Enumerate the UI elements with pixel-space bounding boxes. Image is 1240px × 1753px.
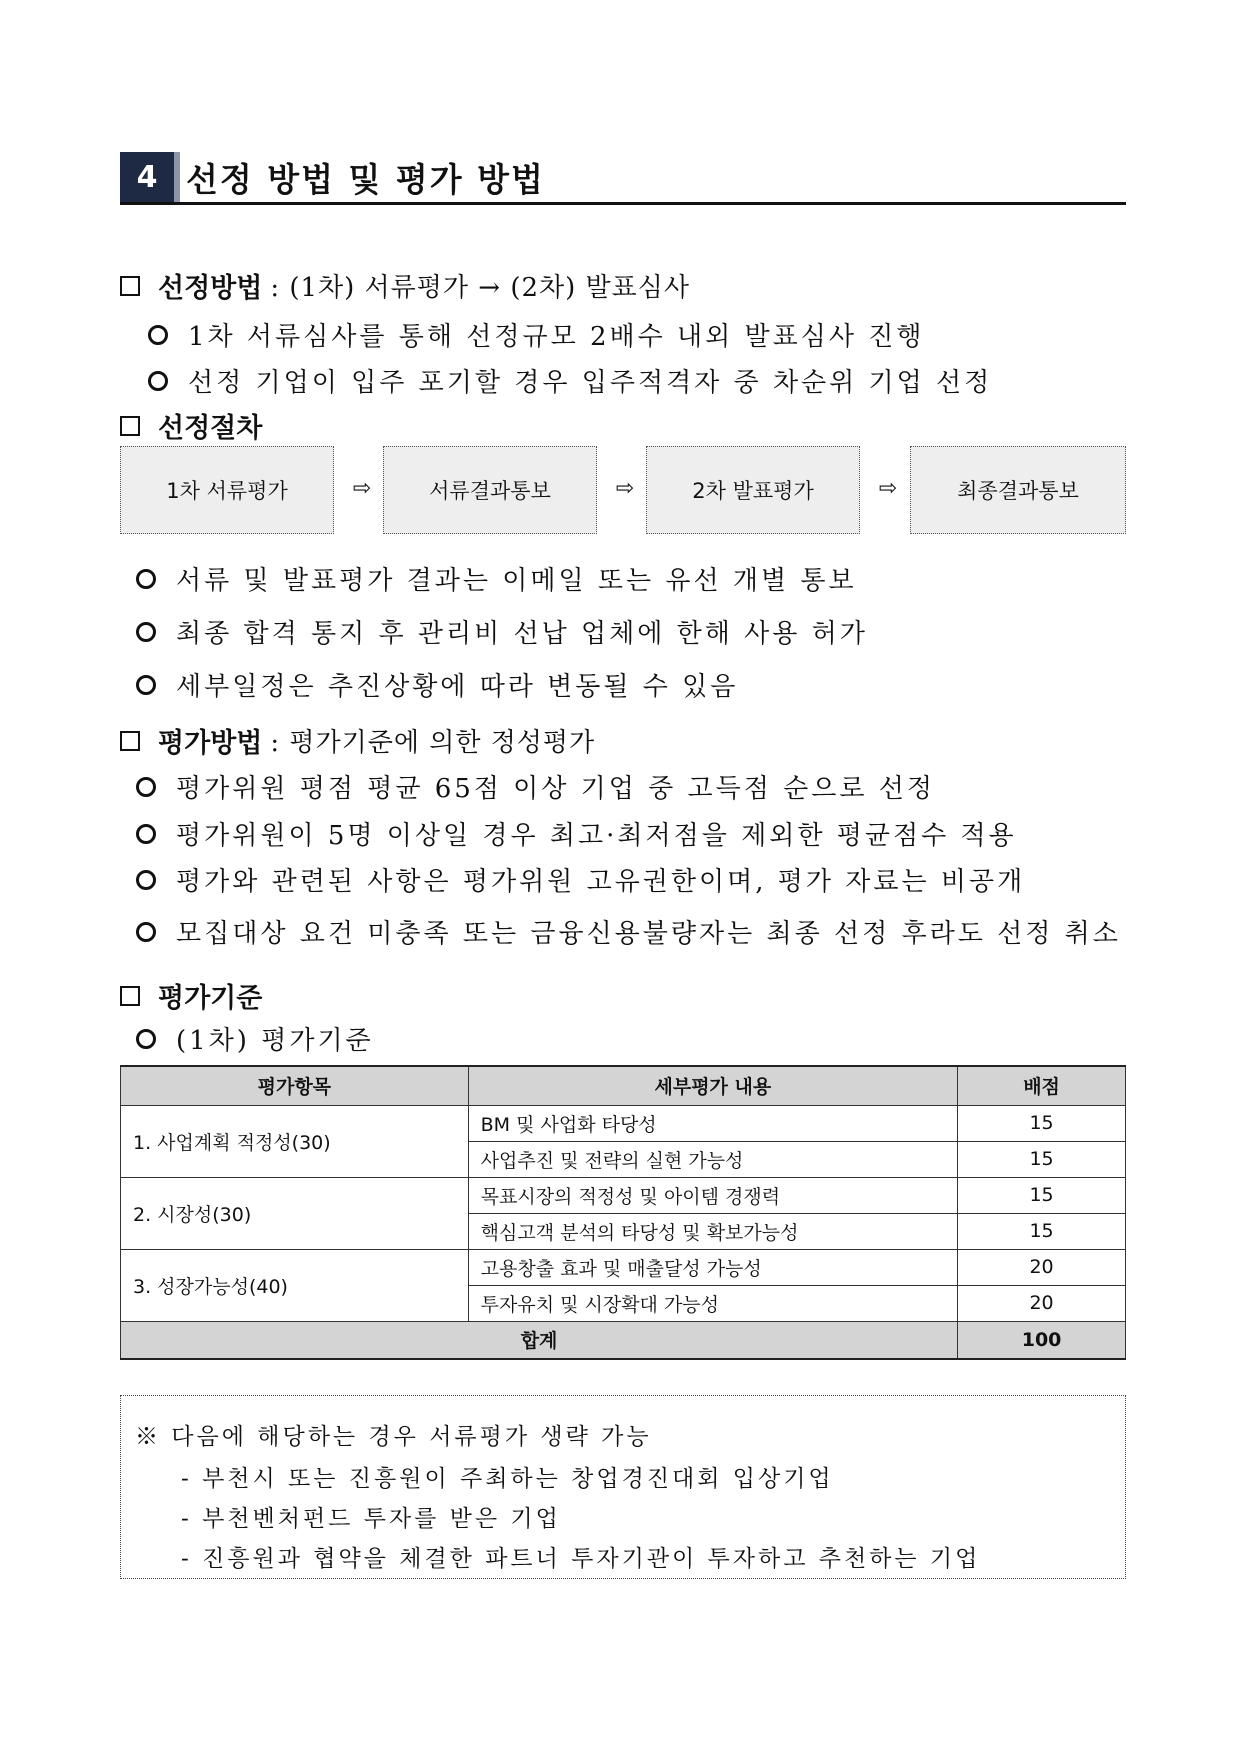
column-header: 배점 <box>958 1066 1126 1105</box>
list-item: 평가위원이 5명 이상일 경우 최고·최저점을 제외한 평균점수 적용 <box>136 815 1017 852</box>
total-label: 합계 <box>121 1321 958 1359</box>
table-row <box>121 1177 1126 1213</box>
right-arrow-icon: ⇨ <box>615 475 635 501</box>
criteria-score: 15 <box>958 1141 1126 1177</box>
circle-bullet-icon <box>136 870 156 890</box>
list-item: 세부일정은 추진상황에 따라 변동될 수 있음 <box>136 666 738 703</box>
criteria-item: 3. 성장가능성(40) <box>121 1249 469 1321</box>
circle-bullet-icon <box>136 922 156 942</box>
criteria-item: 2. 시장성(30) <box>121 1177 469 1249</box>
note-item: - 부천벤처펀드 투자를 받은 기업 <box>181 1506 561 1532</box>
section-number-badge: 4 <box>120 152 174 202</box>
table-row <box>121 1105 1126 1141</box>
heading-detail: : 평가기준에 의한 정성평가 <box>270 728 596 758</box>
procedure-flow <box>120 446 1126 534</box>
right-arrow-icon: ⇨ <box>352 475 372 501</box>
evaluation-criteria-table <box>120 1065 1126 1360</box>
criteria-detail: 사업추진 및 전략의 실현 가능성 <box>468 1141 957 1177</box>
note-item: - 진흥원과 협약을 체결한 파트너 투자기관이 투자하고 추천하는 기업 <box>181 1546 981 1572</box>
section-number-accent <box>174 152 180 202</box>
circle-bullet-icon <box>136 824 156 844</box>
flow-step-2: 서류결과통보 <box>383 446 597 534</box>
square-bullet-icon <box>120 986 140 1006</box>
list-item: 평가와 관련된 사항은 평가위원 고유권한이며, 평가 자료는 비공개 <box>136 861 1025 898</box>
circle-bullet-icon <box>136 622 156 642</box>
criteria-score: 15 <box>958 1177 1126 1213</box>
criteria-score: 15 <box>958 1105 1126 1141</box>
exemption-note-box <box>120 1395 1126 1579</box>
column-header: 평가항목 <box>121 1066 469 1105</box>
column-header: 세부평가 내용 <box>468 1066 957 1105</box>
note-item: - 부천시 또는 진흥원이 주최하는 창업경진대회 입상기업 <box>181 1466 834 1492</box>
circle-bullet-icon <box>136 675 156 695</box>
table-header-row <box>121 1066 1126 1105</box>
section-header <box>120 152 1126 205</box>
total-score: 100 <box>958 1321 1126 1359</box>
list-item: 1차 서류심사를 통해 선정규모 2배수 내외 발표심사 진행 <box>148 316 925 353</box>
criteria-score: 15 <box>958 1213 1126 1249</box>
criteria-detail: 목표시장의 적정성 및 아이템 경쟁력 <box>468 1177 957 1213</box>
criteria-detail: 고용창출 효과 및 매출달성 가능성 <box>468 1249 957 1285</box>
list-item: 최종 합격 통지 후 관리비 선납 업체에 한해 사용 허가 <box>136 613 868 650</box>
criteria-score: 20 <box>958 1249 1126 1285</box>
circle-bullet-icon <box>136 569 156 589</box>
heading-selection-procedure <box>120 406 262 445</box>
flow-step-1: 1차 서류평가 <box>120 446 334 534</box>
circle-bullet-icon <box>136 1029 156 1049</box>
circle-bullet-icon <box>148 325 168 345</box>
heading-evaluation-method <box>120 721 595 760</box>
square-bullet-icon <box>120 731 140 751</box>
table-row <box>121 1249 1126 1285</box>
list-item: (1차) 평가기준 <box>136 1020 374 1057</box>
criteria-score: 20 <box>958 1285 1126 1321</box>
heading-detail: : (1차) 서류평가 → (2차) 발표심사 <box>270 273 691 303</box>
table-total-row <box>121 1321 1126 1359</box>
list-item: 선정 기업이 입주 포기할 경우 입주적격자 중 차순위 기업 선정 <box>148 362 992 399</box>
right-arrow-icon: ⇨ <box>878 475 898 501</box>
criteria-item: 1. 사업계획 적정성(30) <box>121 1105 469 1177</box>
heading-label: 평가기준 <box>158 983 263 1014</box>
square-bullet-icon <box>120 416 140 436</box>
criteria-detail: 핵심고객 분석의 타당성 및 확보가능성 <box>468 1213 957 1249</box>
flow-step-3: 2차 발표평가 <box>646 446 860 534</box>
heading-evaluation-criteria <box>120 976 262 1015</box>
list-item: 서류 및 발표평가 결과는 이메일 또는 유선 개별 통보 <box>136 560 857 597</box>
criteria-detail: BM 및 사업화 타당성 <box>468 1105 957 1141</box>
list-item: 평가위원 평점 평균 65점 이상 기업 중 고득점 순으로 선정 <box>136 768 935 805</box>
heading-selection-method <box>120 266 690 305</box>
circle-bullet-icon <box>136 777 156 797</box>
section-title: 선정 방법 및 평가 방법 <box>186 160 545 199</box>
square-bullet-icon <box>120 276 140 296</box>
circle-bullet-icon <box>148 371 168 391</box>
heading-label: 선정절차 <box>158 413 263 444</box>
criteria-detail: 투자유치 및 시장확대 가능성 <box>468 1285 957 1321</box>
heading-label: 선정방법 <box>158 273 263 304</box>
note-title: ※ 다음에 해당하는 경우 서류평가 생략 가능 <box>135 1424 652 1450</box>
flow-step-4: 최종결과통보 <box>910 446 1126 534</box>
heading-label: 평가방법 <box>158 728 263 759</box>
list-item: 모집대상 요건 미충족 또는 금융신용불량자는 최종 선정 후라도 선정 취소 <box>136 913 1121 950</box>
